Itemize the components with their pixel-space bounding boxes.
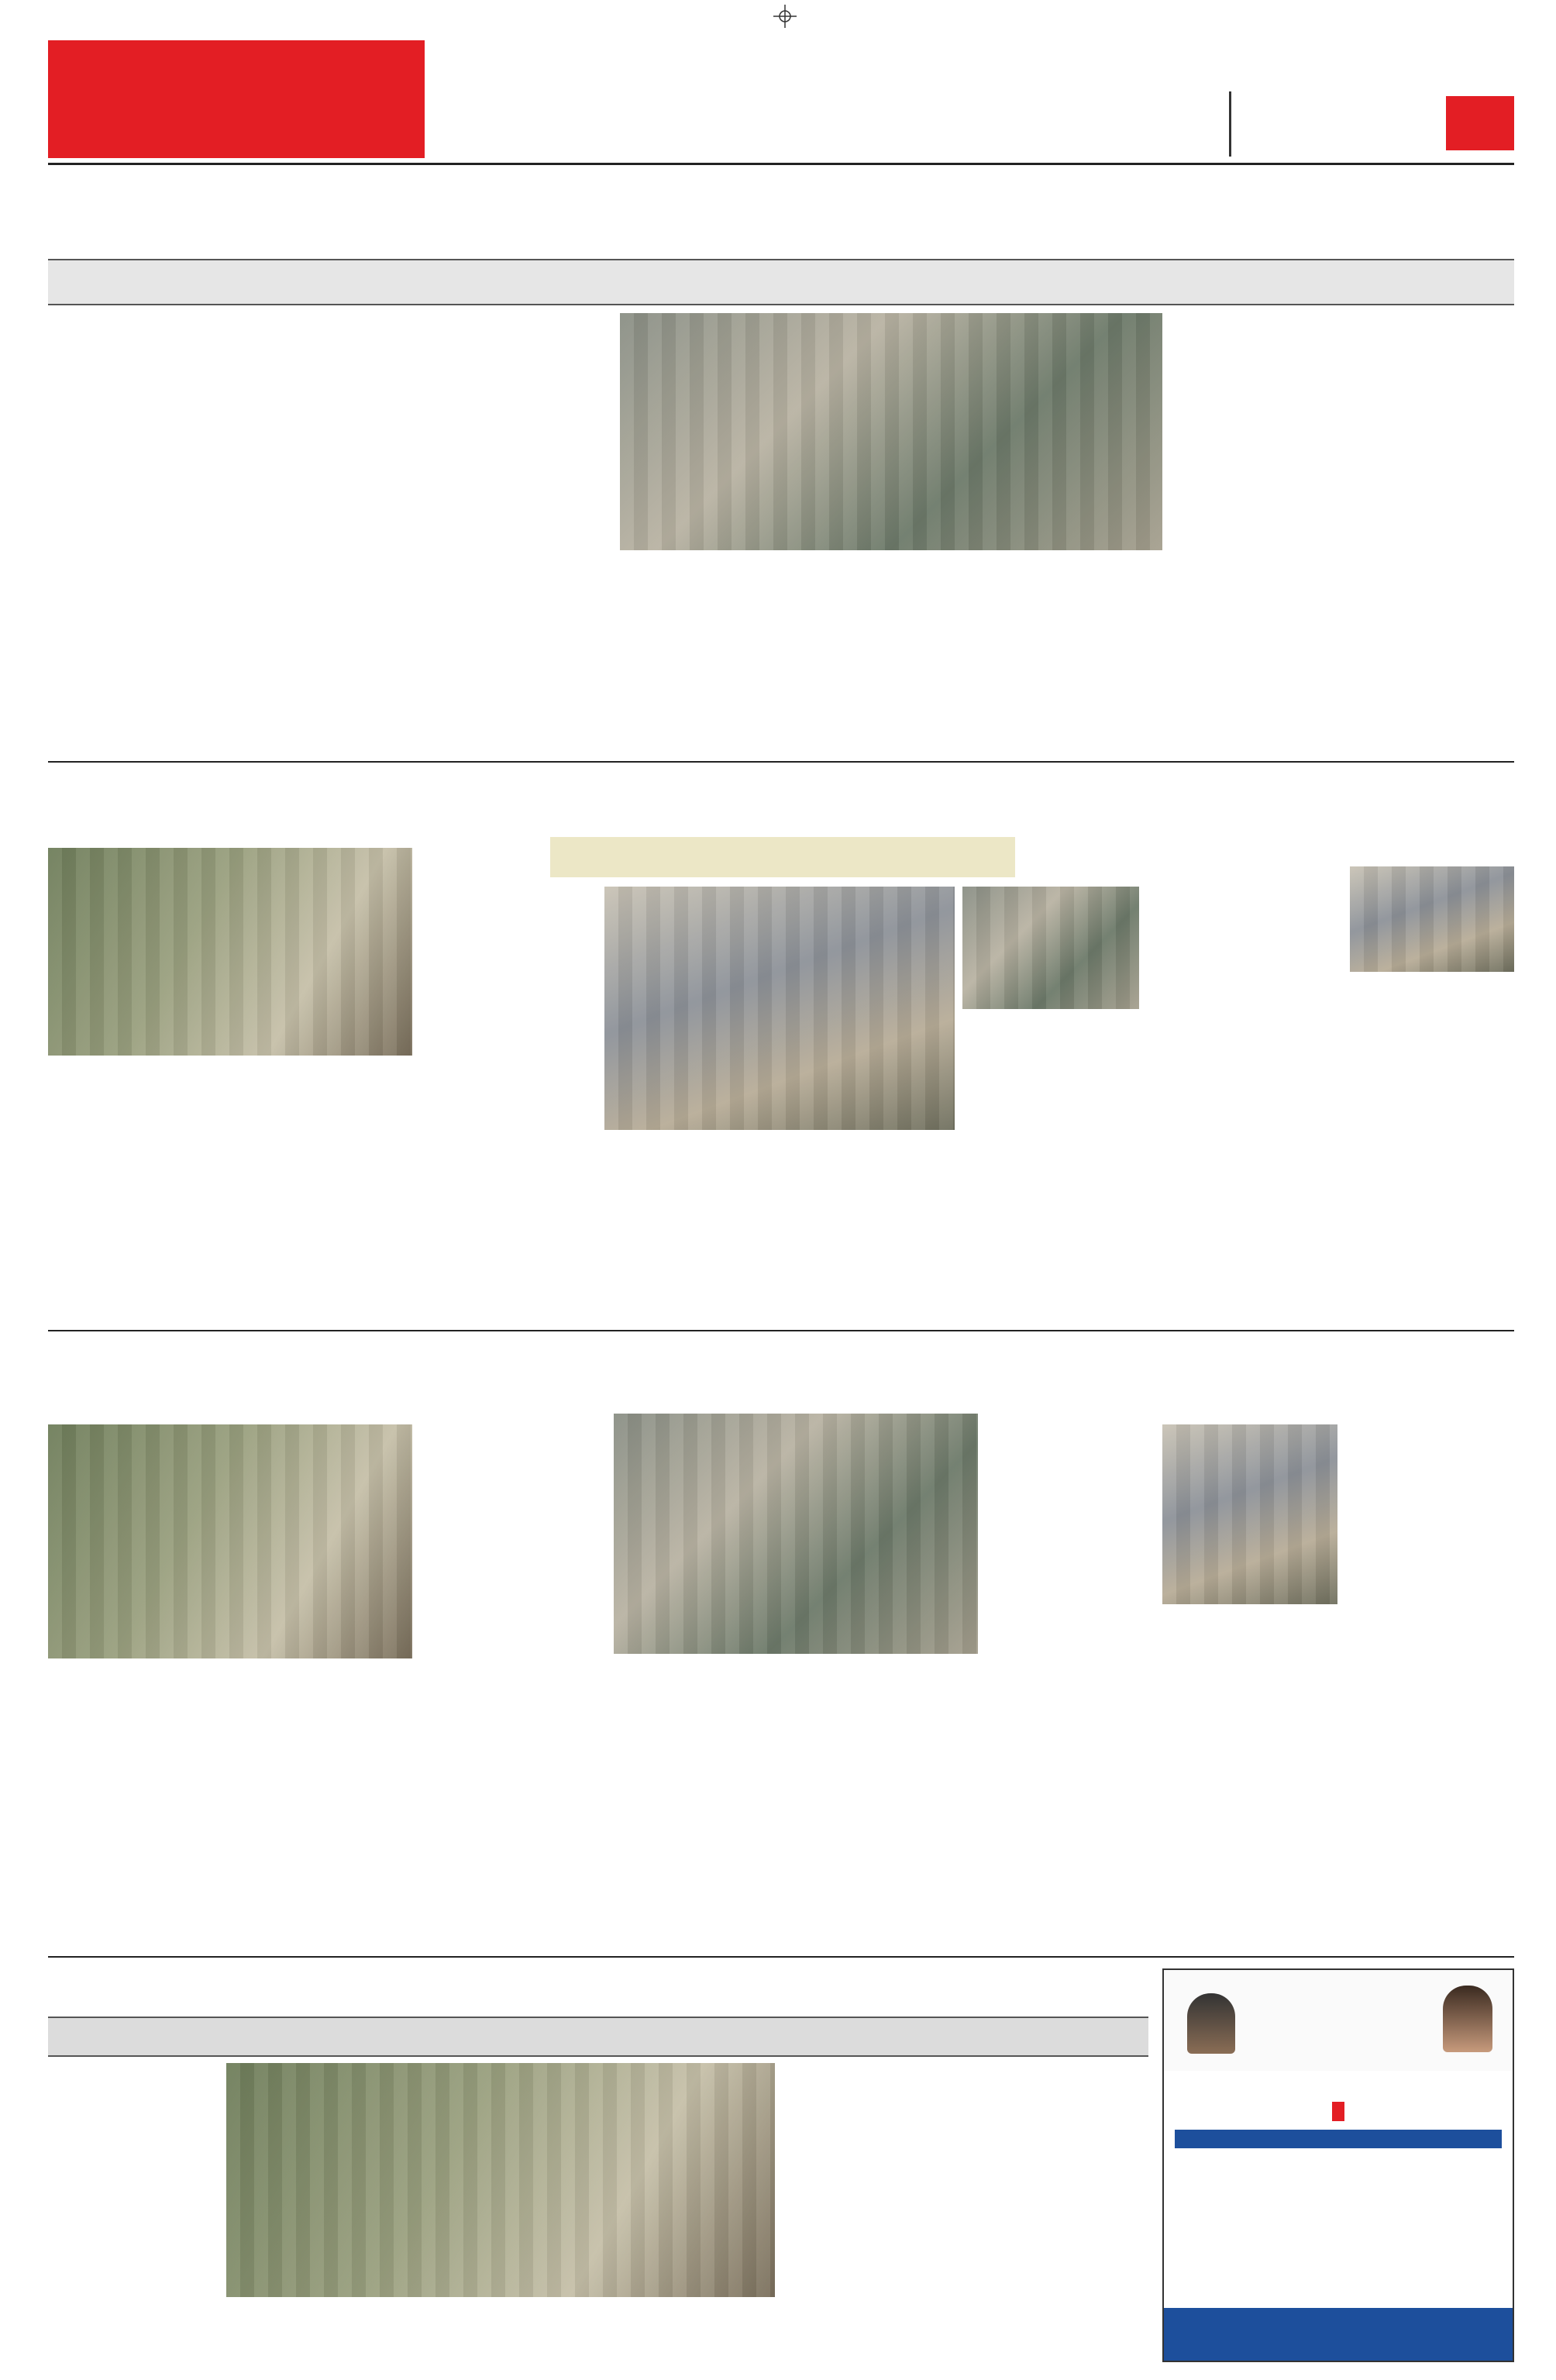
lead-col-8: [1344, 313, 1514, 753]
lead-col-5: [803, 555, 979, 753]
plantation-col-1: [48, 1062, 225, 1325]
coaching-col-3: [1344, 1424, 1514, 1953]
coaching-photo: [1162, 1424, 1337, 1604]
section-rule-2: [48, 1330, 1514, 1331]
section-rule-1: [48, 761, 1514, 763]
masthead-divider: [1229, 91, 1231, 157]
stoppage-col-1: [1155, 848, 1342, 1325]
plantation-photo: [48, 848, 412, 1056]
stoppage-col-2: [1350, 978, 1514, 1325]
plantation-col-2: [232, 1062, 412, 1325]
lead-col-4: [620, 555, 797, 753]
contact-ad-logo-band: [1164, 1970, 1513, 2071]
materials-col-4: [962, 1012, 1139, 1325]
jhiriya-col-2: [800, 1665, 978, 1953]
crop-mark-icon: [773, 5, 797, 28]
lead-col-2: [239, 313, 422, 753]
dateline: [1062, 74, 1224, 77]
ads-strip: [48, 2061, 1514, 2371]
person-photo-left: [1187, 1993, 1235, 2054]
jhiriya-col-1: [614, 1665, 792, 1953]
lead-col-1: [48, 313, 231, 753]
stoppage-photo: [1350, 866, 1514, 972]
section-rule-3: [48, 1956, 1514, 1958]
materials-col-2: [604, 1135, 776, 1325]
lead-col-7: [1169, 313, 1336, 753]
environment-side: [418, 1424, 606, 1790]
materials-subhead-band: [550, 837, 1015, 877]
materials-col-1: [418, 887, 597, 1325]
lead-subhead-band: [48, 259, 1514, 305]
materials-photo: [604, 887, 955, 1130]
environment-col-2: [234, 1665, 412, 1953]
page-number: [1446, 96, 1514, 150]
lead-col-3: [429, 313, 612, 753]
section-tag: [48, 40, 425, 158]
coaching-col-1: [986, 1424, 1156, 1953]
masthead-rule: [48, 163, 1514, 165]
materials-photo-2: [962, 887, 1139, 1009]
materials-col-3: [783, 1135, 955, 1325]
environment-col-3: [418, 1795, 606, 1953]
person-photo-right: [1443, 1986, 1492, 2052]
honorarium-subhead-band: [48, 2017, 1148, 2057]
coaching-col-2: [1162, 1610, 1337, 1953]
lead-photo: [620, 313, 1162, 550]
environment-col-1: [48, 1665, 226, 1953]
environment-photo: [48, 1424, 412, 1658]
jhiriya-photo: [614, 1414, 978, 1654]
